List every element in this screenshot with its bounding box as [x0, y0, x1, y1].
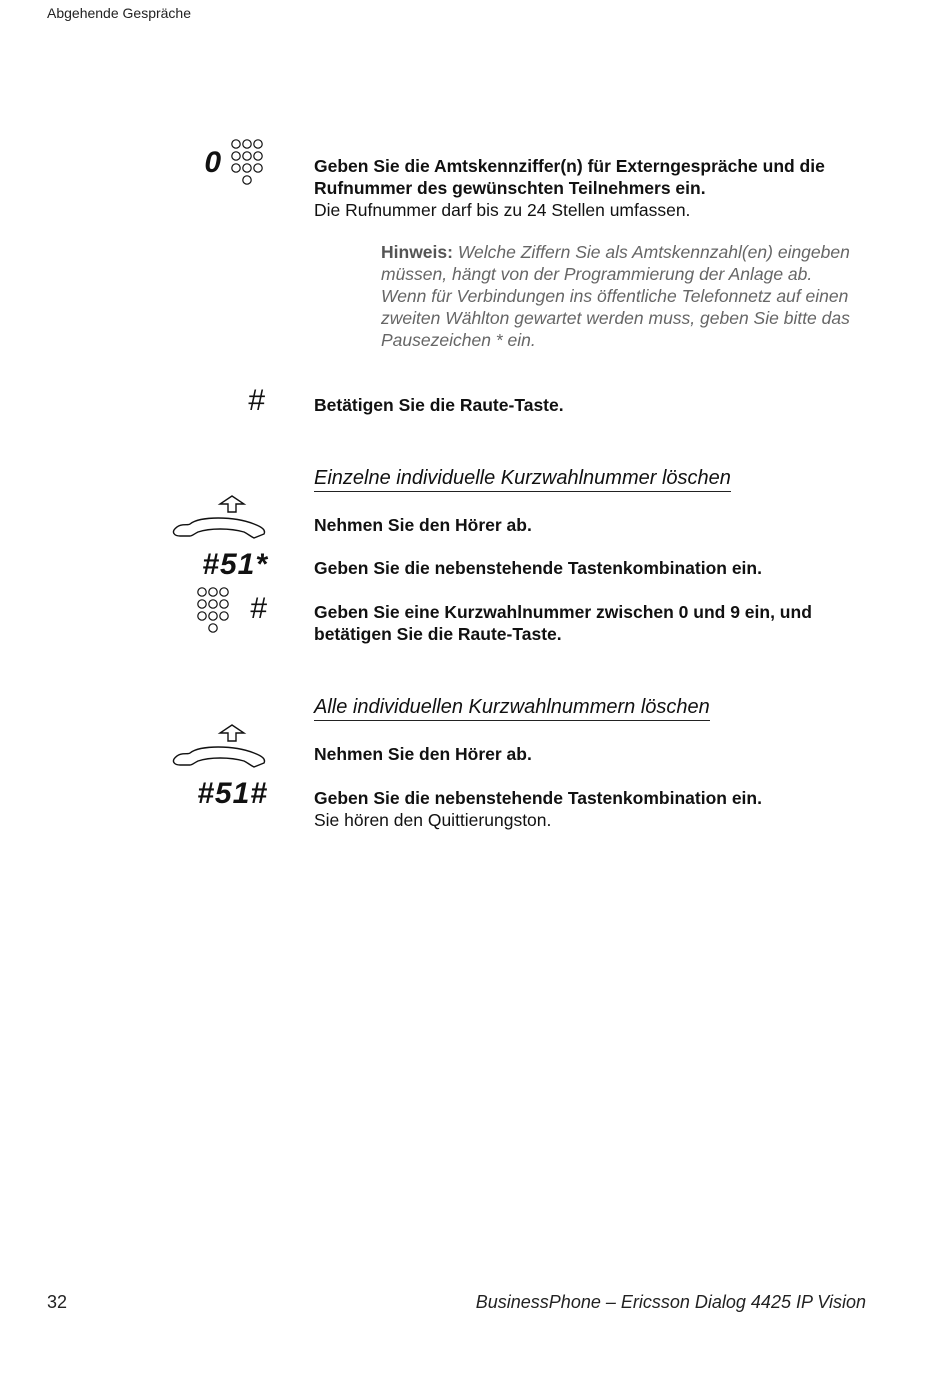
digit-zero-symbol: 0 [204, 146, 222, 179]
step-press-hash-instruction: Betätigen Sie die Raute-Taste. [314, 395, 564, 415]
step-enter-speed-dial [314, 601, 874, 645]
step-lift-handset-1-instruction: Nehmen Sie den Hörer ab. [314, 515, 532, 535]
handset-lift-icon [170, 494, 270, 540]
step-enter-combination-2-detail: Sie hören den Quittierungston. [314, 810, 552, 830]
page-number: 32 [47, 1292, 68, 1312]
step-lift-handset-2-instruction: Nehmen Sie den Hörer ab. [314, 744, 532, 764]
key-combination-symbol-2: #51# [197, 777, 268, 810]
page-header: Abgehende Gespräche [47, 5, 191, 21]
keypad-icon [228, 138, 268, 188]
step-dial-number-detail: Die Rufnummer darf bis zu 24 Stellen umfassen. [314, 200, 691, 220]
note-text: Welche Ziffern Sie als Amtskennzahl(en) eingeben müssen, hängt von der Programmierung der Anlage ab. [381, 242, 850, 284]
section-heading-delete-all: Alle individuellen Kurzwahlnummern löschen [314, 696, 710, 721]
step-enter-speed-dial-instruction: Geben Sie eine Kurzwahlnummer zwischen 0 und 9 ein, und betätigen Sie die Raute-Taste. [314, 602, 812, 644]
note-text-second: Wenn für Verbindungen ins öffentliche Telefonnetz auf einen zweiten Wählton gewartet werden muss, geben Sie bitte das Pausezeichen * ein. [381, 286, 850, 350]
step-press-hash [314, 394, 874, 416]
handset-lift-icon [170, 723, 270, 769]
hash-symbol: # [248, 384, 266, 417]
note-label: Hinweis: [381, 242, 453, 262]
note-box [381, 241, 881, 351]
step-dial-number-instruction: Geben Sie die Amtskennziffer(n) für Externgespräche und die Rufnummer des gewünschten Teilnehmers ein. [314, 156, 825, 198]
step-lift-handset-2 [314, 743, 874, 765]
step-enter-combination-2-instruction: Geben Sie die nebenstehende Tastenkombination ein. [314, 788, 762, 808]
key-combination-symbol-1: #51* [202, 548, 268, 581]
step-dial-number [314, 155, 874, 221]
step-enter-combination-1 [314, 557, 874, 579]
section-heading-delete-single: Einzelne individuelle Kurzwahlnummer löschen [314, 467, 731, 492]
hash-symbol: # [250, 592, 268, 625]
footer-title: BusinessPhone – Ericsson Dialog 4425 IP Vision [475, 1292, 866, 1312]
step-enter-combination-1-instruction: Geben Sie die nebenstehende Tastenkombination ein. [314, 558, 762, 578]
step-lift-handset-1 [314, 514, 874, 536]
keypad-icon [194, 586, 234, 636]
step-enter-combination-2 [314, 787, 874, 831]
